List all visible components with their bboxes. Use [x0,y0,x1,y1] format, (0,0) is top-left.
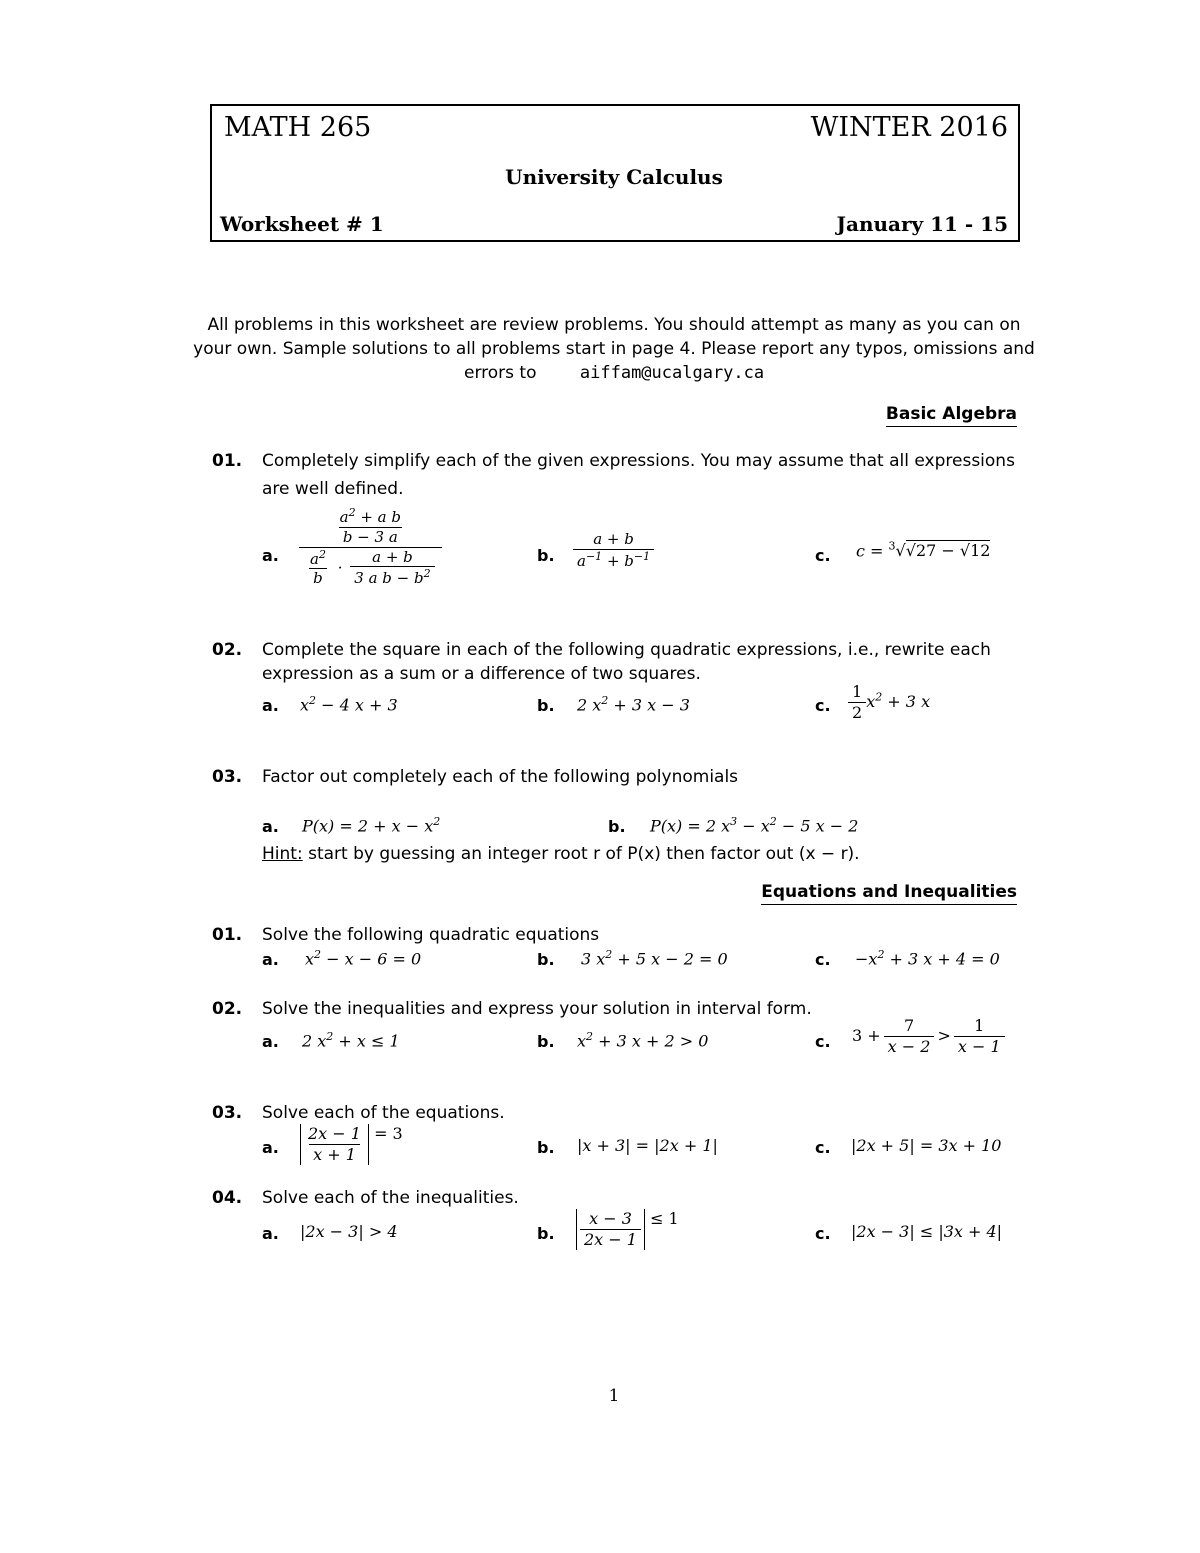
basic-problem-3-text: Factor out completely each of the following polynomials [262,767,739,787]
basic-1c-label: c. [815,546,831,565]
page-number: 1 [608,1386,620,1406]
basic-problem-2-text: Complete the square in each of the following quadratic expressions, i.e., rewrite each [262,640,991,660]
eq-problem-3-number: 03. [212,1103,243,1123]
basic-3b-label: b. [608,817,626,836]
eq-problem-2-number: 02. [212,999,243,1019]
intro-line-1: All problems in this worksheet are review problems. You should attempt as many as you can on [207,315,1021,335]
eq-problem-1-number: 01. [212,925,243,945]
eq-problem-1-text: Solve the following quadratic equations [262,925,600,945]
eq-4b-expression: $\frac{x - 3}{2x - 1}$ ≤ 1 [576,1209,679,1250]
worksheet-dates: January 11 - 15 [836,212,1008,236]
term: WINTER 2016 [810,112,1008,143]
eq-3b-label: b. [537,1138,555,1157]
basic-1b-expression: $\frac{a + b}{a^{-1} + b^{-1}}$ [570,530,657,571]
eq-2b-expression: $x^2 + 3$ x + 2 > 0 [577,1030,709,1051]
eq-problem-2-text: Solve the inequalities and express your solution in interval form. [262,999,812,1019]
eq-problem-3-text: Solve each of the equations. [262,1103,505,1123]
contact-email[interactable]: aiffam@ucalgary.ca [579,363,765,383]
eq-4a-label: a. [262,1224,279,1243]
eq-4c-expression: |2x − 3| ≤ |3x + 4| [851,1222,1003,1241]
eq-2a-label: a. [262,1032,279,1051]
eq-1b-expression: 3 $x^2 + 5$ x − 2 = 0 [581,948,728,969]
basic-3a-label: a. [262,817,279,836]
intro-line-2: your own. Sample solutions to all problems start in page 4. Please report any typos, omissions and [193,339,1035,359]
worksheet-number: Worksheet # 1 [220,212,384,236]
basic-problem-2-number: 02. [212,640,243,660]
basic-2c-label: c. [815,696,831,715]
basic-1a-label: a. [262,546,279,565]
section-equations-inequalities: Equations and Inequalities [761,882,1017,905]
hint-label: Hint: [262,844,303,864]
course-code: MATH 265 [224,112,372,143]
eq-3a-expression: $\frac{2x - 1}{x + 1}$ = 3 [300,1124,403,1165]
hint-text: start by guessing an integer root r of P(x) then factor out (x − r). [308,844,860,864]
eq-3c-label: c. [815,1138,831,1157]
eq-2b-label: b. [537,1032,555,1051]
eq-3c-expression: |2x + 5| = 3x + 10 [851,1136,1002,1155]
basic-3a-expression: $P(x) = 2 + x - x^2$ [302,815,441,836]
eq-4a-expression: |2x − 3| > 4 [300,1222,398,1241]
eq-1a-expression: $x^2 - x - 6 = 0$ [305,948,422,969]
basic-3b-expression: P(x) = 2 $x^3 - x^2 - 5$ x − 2 [650,815,859,836]
basic-3-hint [262,844,860,864]
course-title: University Calculus [505,165,723,189]
basic-1c-expression: c = $^3$√√27 − √12 [856,540,991,561]
basic-1a-expression: $\frac{a^2 + a b}{b - 3 a}$ $\frac{a^2}{b}$ · $\frac{a + b}{3 a b - b^2}$ [296,506,445,588]
eq-4c-label: c. [815,1224,831,1243]
eq-1b-label: b. [537,950,555,969]
basic-problem-3-number: 03. [212,767,243,787]
basic-problem-1-text: Completely simplify each of the given expressions. You may assume that all expressions [262,451,1015,471]
intro-line-3 [464,363,764,383]
basic-2a-expression: $x^2 - 4$ x + 3 [300,694,398,715]
basic-problem-2-text-2: expression as a sum or a difference of two squares. [262,664,701,684]
eq-4b-label: b. [537,1224,555,1243]
intro-errors-to: errors to [464,363,537,383]
eq-1c-expression: $-x^2 + 3$ x + 4 = 0 [855,948,1000,969]
basic-2b-expression: 2 $x^2 + 3$ x − 3 [577,694,690,715]
basic-2b-label: b. [537,696,555,715]
eq-problem-4-number: 04. [212,1188,243,1208]
basic-problem-1-number: 01. [212,451,243,471]
eq-3b-expression: |x + 3| = |2x + 1| [577,1136,718,1155]
eq-2c-expression: 3 + $\frac{7}{x - 2}$ > $\frac{1}{x - 1}$ [852,1016,1008,1057]
basic-problem-1-text-2: are well defined. [262,479,404,499]
eq-3a-label: a. [262,1138,279,1157]
eq-problem-4-text: Solve each of the inequalities. [262,1188,519,1208]
eq-2c-label: c. [815,1032,831,1051]
eq-1a-label: a. [262,950,279,969]
section-basic-algebra: Basic Algebra [886,404,1017,427]
eq-2a-expression: 2 $x^2 + x \le 1$ [302,1030,400,1051]
basic-2c-expression: $\frac{1}{2}$ $x^2 + 3$ x [848,682,930,723]
eq-1c-label: c. [815,950,831,969]
basic-2a-label: a. [262,696,279,715]
basic-1b-label: b. [537,546,555,565]
